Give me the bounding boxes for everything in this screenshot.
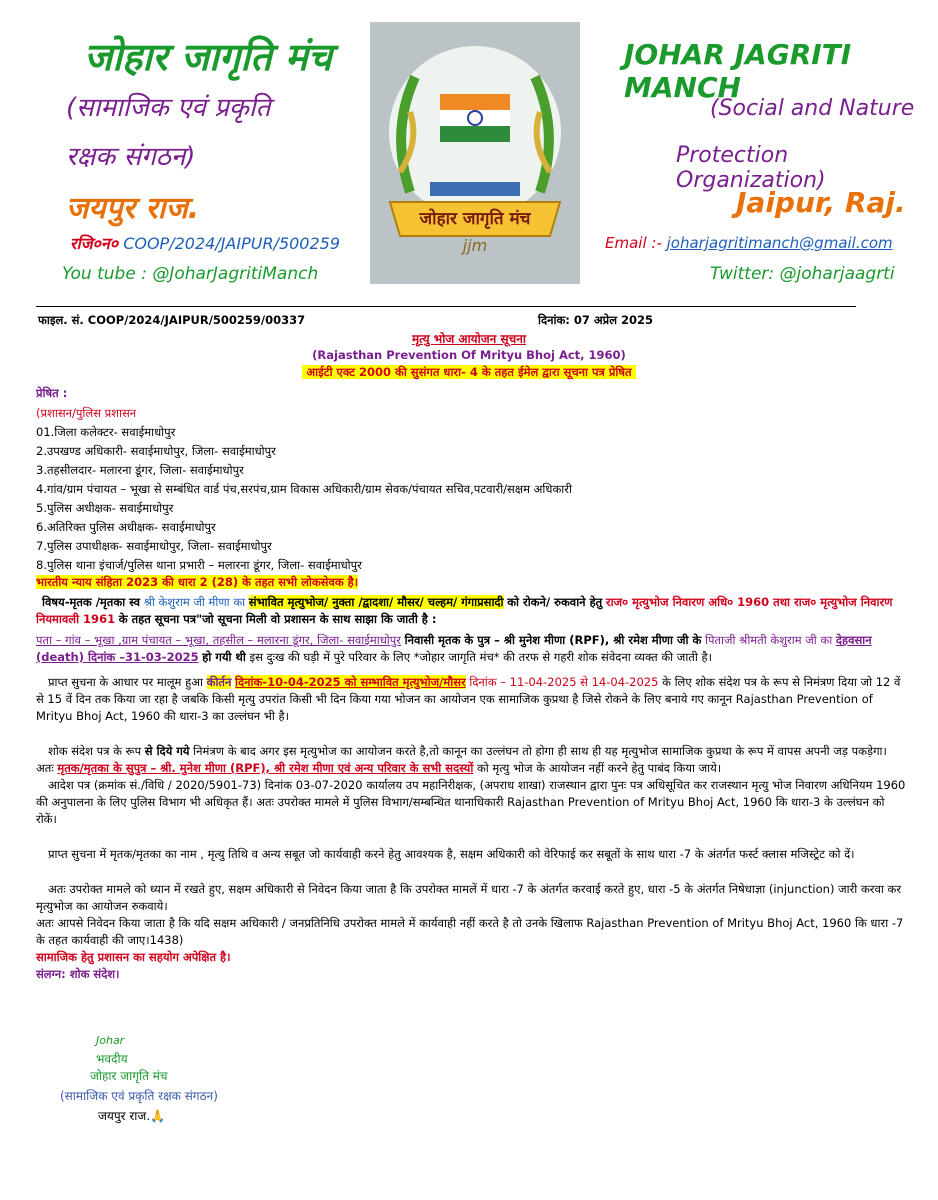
sent-to: प्रेषित :: [36, 386, 68, 400]
paragraph-6: अतः आपसे निवेदन किया जाता है कि यदि सक्षम अधिकारी / जनप्रतिनिधि उपरोक्त मामले में कार्यवाही नहीं करते है तो उनके खिलाफ Rajasthan Prevention of Mrityu Bhoj Act, 1960 कि धारा -7 के तहत कार्यवाही की जाए।1438): [36, 916, 904, 947]
recipient-list: [36, 424, 906, 574]
registration: रजि०न० COOP/2024/JAIPUR/500259: [70, 234, 341, 253]
org-city-english: Jaipur, Raj.: [736, 186, 906, 219]
recipient-item: 01.जिला कलेक्टर- सवाईमाधोपुर: [36, 425, 176, 439]
youtube-handle[interactable]: You tube : @JoharJagritiManch: [62, 264, 319, 284]
letter-date: दिनांक: 07 अप्रेल 2025: [538, 313, 654, 327]
recipient-item: 4.गांव/ग्राम पंचायत – भूखा से सम्बंधित वार्ड पंच,सरपंच,ग्राम विकास अधिकारी/ग्राम सेवक/पंचायत सचिव,पटवारी/सक्षम अधिकारी: [36, 482, 572, 496]
logo-banner-text: जोहार जागृति मंच: [419, 209, 531, 229]
logo-mark: jjm: [462, 236, 488, 255]
org-title-english: JOHAR JAGRITI MANCH: [624, 38, 852, 104]
act-title: (Rajasthan Prevention Of Mrityu Bhoj Act, 1960): [312, 348, 626, 362]
recipient-item: 3.तहसीलदार- मलारना डूंगर, जिला- सवाईमाधोपुर: [36, 463, 244, 477]
cooperation-line: सामाजिक हेतु प्रशासन का सहयोग अपेक्षित है।: [36, 950, 231, 964]
paragraph-3: आदेश पत्र (क्रमांक सं./विधि / 2020/5901-73) दिनांक 03-07-2020 कार्यालय उप महानिरीक्षक, (अपराध शाखा) राजस्थान द्वारा पुनः पत्र अधिसूचित कर राजस्थान मृत्यु भोज निवारण अधिनियम 1960 की अनुपालना के लिए पुलिस विभाग भी अधिकृत हैं। अतः उपरोक्त मामले में पुलिस विभाग/सम्बन्धित थानाधिकारी Rajasthan Prevention of Mrityu Bhoj Act, 1960 कि धारा-3 के उल्लंघन को रोकें।: [36, 778, 906, 826]
paragraph-4: प्राप्त सुचना में मृतक/मृतका का नाम , मृत्यु तिथि व अन्य सबूत जो कार्यवाही करने हेतु आवश्यक है, सक्षम अधिकारी को वेरिफाई कर सबूतों के साथ धारा -7 के अंतर्गत फर्स्ट क्लास मजिस्ट्रेट को दें।: [48, 847, 855, 861]
notice-title: मृत्यु भोज आयोजन सूचना: [412, 332, 526, 346]
signature-yours: भवदीय: [96, 1052, 128, 1066]
recipient-item: 5.पुलिस अधीक्षक- सवाईमाधोपुर: [36, 501, 174, 515]
logo: [370, 22, 580, 284]
email-line: Email :- joharjagritimanch@gmail.com: [605, 234, 893, 252]
file-number: फाइल. सं. COOP/2024/JAIPUR/500259/00337: [38, 313, 306, 327]
signature-city: जयपुर राज.🙏: [98, 1109, 166, 1123]
bns-line: भारतीय न्याय संहिता 2023 की धारा 2 (28) के तहत सभी लोकसेवक है।: [36, 575, 359, 589]
org-subtitle-english-1: (Social and Nature: [710, 96, 915, 121]
paragraph-1: प्राप्त सुचना के आधार पर मालूम हुआ कीर्तन दिनांक-10-04-2025 को सम्भावित मृत्युभोज/मौसर दिनांक – 11-04-2025 से 14-04-2025 के लिए शोक संदेश पत्र के रूप से निमंत्रण दिया जो 12 वें से 15 वें दिन तक किया जा रहा है जबकि किसी मृत्यु उपरांत किसी भी दिन किया गया भोजन का आयोजन एक सामाजिक कुप्रथा है जिसे रोकने के लिए बनाये गए कानून Rajasthan Prevention of Mrityu Bhoj Act, 1960 की धारा-3 का उल्लंघन भी है।: [36, 675, 901, 723]
paragraph-5: अतः उपरोक्त मामले को ध्यान में रखते हुए, सक्षम अधिकारी से निवेदन किया जाता है कि उपरोक्त मामलें में धारा -7 के अंतर्गत करवाई करते हुए, धारा -5 के अंतर्गत निषेधाज्ञा (injunction) जारी करवा कर मृत्युभोज का आयोजन रुकवाये।: [36, 882, 902, 913]
signature-scribble: Johar: [96, 1034, 125, 1047]
recipient-item: 7.पुलिस उपाधीक्षक- सवाईमाधोपुर, जिला- सवाईमाधोपुर: [36, 539, 272, 553]
recipient-item: 2.उपखण्ड अधिकारी- सवाईमाधोपुर, जिला- सवाईमाधोपुर: [36, 444, 276, 458]
recipient-item: 6.अतिरिक्त पुलिस अधीक्षक- सवाईमाधोपुर: [36, 520, 216, 534]
subject-paragraph: विषय-मृतक /मृतका स्व श्री केशुराम जी मीणा का संभावित मृत्युभोज/ नुक्ता /द्वादशा/ मौसर/ चल्हम/ गंगाप्रसादी को रोकने/ रुकवाने हेतु राज० मृत्युभोज निवारण अधि० 1960 तथा राज० मृत्युभोज निवारण नियमावली 1961 के तहत सूचना पत्र"जो सूचना मिली वो प्रशासन के साथ साझा कि जाती है :: [36, 595, 893, 626]
it-act-line: आईटी एक्ट 2000 की सुसंगत धारा- 4 के तहत ईमेल द्वारा सूचना पत्र प्रेषित: [0, 365, 938, 380]
org-title-hindi: जोहार जागृति मंच: [84, 35, 332, 79]
address-paragraph: पता – गांव – भूखा ,ग्राम पंचायत – भूखा, तहसील – मलारना डूंगर, जिला- सवाईमाधोपुर निवासी मृतक के पुत्र – श्री मुनेश मीणा (RPF), श्री रमेश मीणा जी के पिताजी श्रीमती केशुराम जी का देहवसान (death) दिनांक –31-03-2025 हो गयी थी इस दुःख की घड़ी में पुरे परिवार के लिए *जोहार जागृति मंच* की तरफ से गहरी शोक संवेदना व्यक्त की जाती है।: [36, 633, 872, 664]
letter-body: [36, 385, 906, 983]
recipient-item: 8.पुलिस थाना इंचार्ज/पुलिस थाना प्रभारी – मलारना डूंगर, जिला- सवाईमाधोपुर: [36, 558, 362, 572]
signature-org: जोहार जागृति मंच: [90, 1069, 168, 1083]
email-link[interactable]: joharjagritimanch@gmail.com: [666, 234, 893, 252]
org-subtitle-hindi-2: रक्षक संगठन): [66, 142, 196, 172]
twitter-handle[interactable]: Twitter: @joharjaagrti: [710, 264, 895, 284]
signature-org-sub: (सामाजिक एवं प्रकृति रक्षक संगठन): [60, 1089, 218, 1103]
enclosure-line: संलग्न: शोक संदेश।: [36, 967, 120, 981]
header-divider: [36, 306, 856, 307]
org-city-hindi: जयपुर राज.: [66, 191, 200, 226]
paragraph-2: शोक संदेश पत्र के रूप से दिये गये निमंत्रण के बाद अगर इस मृत्युभोज का आयोजन करते है,तो कानून का उल्लंघन तो होगा ही साथ ही यह मृत्युभोज सामाजिक कुप्रथा के रूप में वापस अपनी जड़ पकड़ेगा। अतः मृतक/मृतका के सुपुत्र – श्री. मुनेश मीणा (RPF), श्री रमेश मीणा एवं अन्य परिवार के सभी सदस्यों को मृत्यु भोज के आयोजन नहीं करने हेतु पाबंद किया जाये।: [36, 744, 887, 775]
admin-label: (प्रशासन/पुलिस प्रशासन: [36, 406, 137, 420]
org-subtitle-hindi-1: (सामाजिक एवं प्रकृति: [66, 93, 271, 123]
org-subtitle-english-2: Protection Organization): [676, 143, 826, 193]
